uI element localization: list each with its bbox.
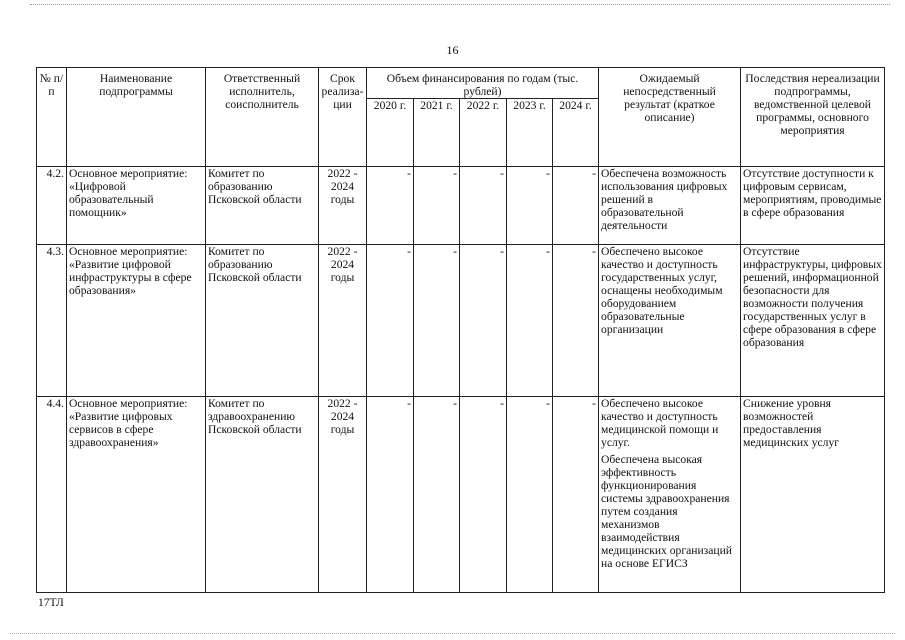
row-value: - [460,397,507,593]
table-row [37,245,885,397]
row-value: - [460,245,507,397]
row-num: 4.4. [37,397,67,593]
row-value: - [367,167,414,245]
row-consequences: Отсутствие инфраструктуры, цифровых решений, информационной безопасности для возможности получения государственных услуг в сфере образования в сфере образования [741,245,885,397]
row-result: Обеспечена возможность использования цифровых решений в образовательной деятельности [599,167,741,245]
row-value: - [414,167,460,245]
scan-artifact-bottom [10,633,895,634]
row-consequences: Отсутствие доступности к цифровым сервисам, мероприятиям, проводимые в сфере образования [741,167,885,245]
header-consequences: Последствия нереализации подпрограммы, ведомственной целевой программы, основного мероприятия [741,68,885,167]
row-value: - [553,397,599,593]
row-value: - [507,245,553,397]
row-consequences: Снижение уровня возможностей предоставления медицинских услуг [741,397,885,593]
row-value: - [367,245,414,397]
row-executor: Комитет по образованию Псковской области [206,245,319,397]
row-value: - [507,397,553,593]
row-value: - [367,397,414,593]
footer-code: 17ТЛ [38,597,64,609]
row-result: Обеспечено высокое качество и доступность государственных услуг, оснащены необходимым оборудованием образовательные организации [599,245,741,397]
header-num: № п/п [37,68,67,167]
row-value: - [553,245,599,397]
row-period: 2022 - 2024 годы [319,245,367,397]
row-value: - [507,167,553,245]
row-num: 4.3. [37,245,67,397]
header-executor: Ответственный исполнитель, соисполнитель [206,68,319,167]
header-year: 2022 г. [460,99,507,167]
row-name: Основное мероприятие: «Развитие цифровой инфраструктуры в сфере образования» [67,245,206,397]
row-num: 4.2. [37,167,67,245]
row-value: - [414,245,460,397]
header-year: 2021 г. [414,99,460,167]
header-funding: Объем финансирования по годам (тыс. рублей) [367,68,599,99]
row-name: Основное мероприятие: «Цифровой образовательный помощник» [67,167,206,245]
row-period: 2022 - 2024 годы [319,397,367,593]
page-number: 16 [446,43,459,57]
header-result: Ожидаемый непосредственный результат (краткое описание) [599,68,741,167]
row-period: 2022 - 2024 годы [319,167,367,245]
row-name: Основное мероприятие: «Развитие цифровых сервисов в сфере здравоохранения» [67,397,206,593]
row-result [599,397,741,593]
row-result-extra: Обеспечена высокая эффективность функционирования системы здравоохранения путем создания механизмов взаимодействия медицинских организаций на основе ЕГИСЗ [601,453,732,570]
row-executor: Комитет по образованию Псковской области [206,167,319,245]
header-year: 2024 г. [553,99,599,167]
row-value: - [414,397,460,593]
row-result-text: Обеспечено высокое качество и доступность медицинской помощи и услуг. [601,397,719,449]
row-value: - [460,167,507,245]
table-header-row [37,68,885,99]
row-executor: Комитет по здравоохранению Псковской области [206,397,319,593]
header-name: Наименование подпрограммы [67,68,206,167]
header-period: Срок реализа-ции [319,68,367,167]
header-year: 2023 г. [507,99,553,167]
program-table [36,67,885,593]
scan-artifact-top [30,4,890,5]
table-row [37,397,885,593]
table-row [37,167,885,245]
header-year: 2020 г. [367,99,414,167]
row-value: - [553,167,599,245]
